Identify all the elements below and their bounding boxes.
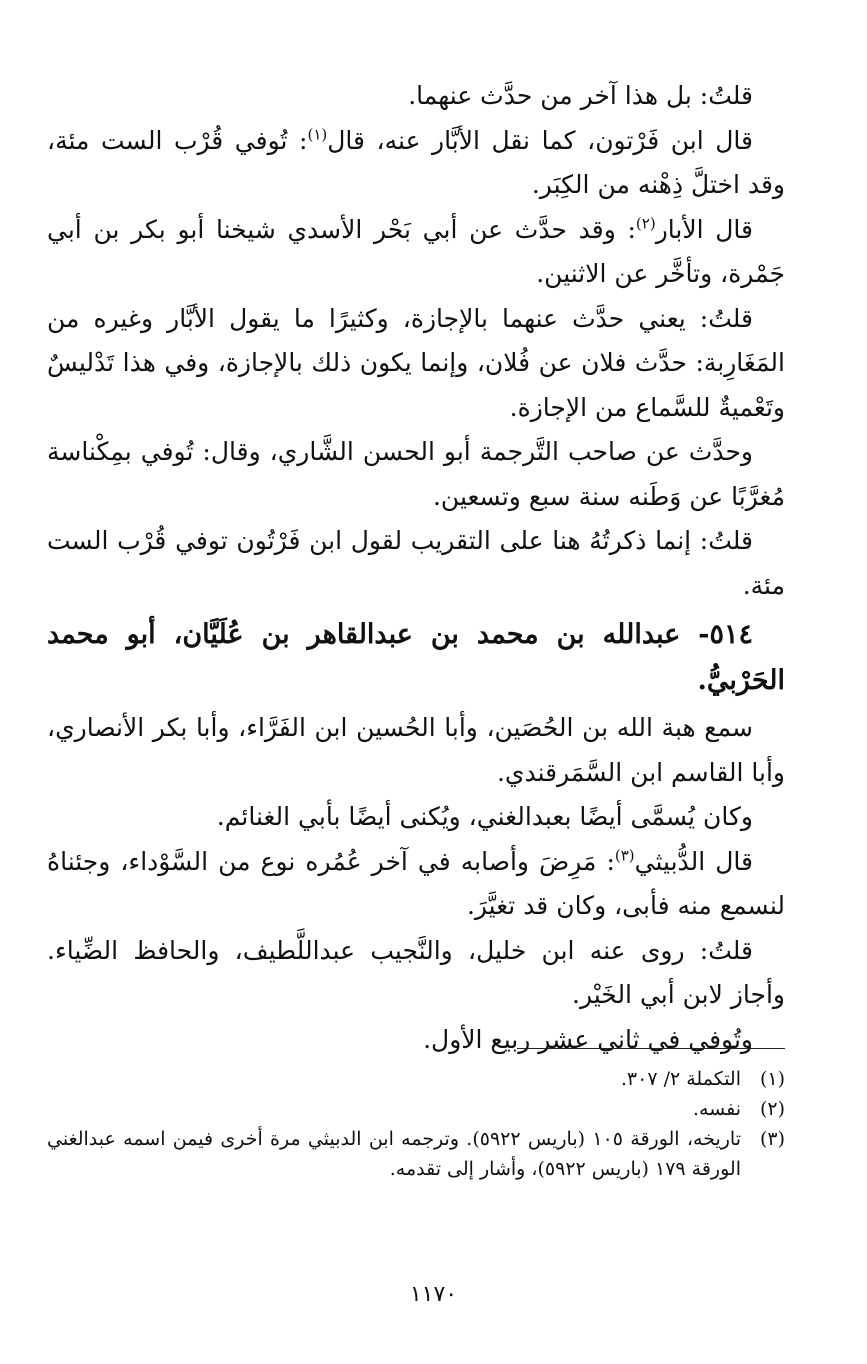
entry-title: عبدالله بن محمد بن عبدالقاهر بن عُلَيَّان، أبو محمد الحَرْبيُّ.: [47, 619, 785, 696]
footnote-mark: (٢): [759, 1098, 785, 1120]
paragraph-1: قلتُ: بل هذا آخر من حدَّث عنهما.: [408, 81, 753, 110]
footnote-2: [47, 1094, 785, 1124]
paragraph-11: وتُوفي في ثاني عشر ربيع الأول.: [423, 1024, 753, 1054]
footnote-text: نفسه.: [692, 1098, 741, 1120]
page-number: ١١٧٠: [409, 1282, 458, 1307]
footnote-1: [47, 1064, 785, 1094]
footnote-text: التكملة ٢/ ٣٠٧.: [620, 1068, 741, 1090]
footnotes: [47, 1064, 785, 1184]
footnote-divider: [517, 1048, 785, 1049]
footnote-3: [47, 1124, 785, 1184]
paragraph-5: وحدَّث عن صاحب التَّرجمة أبو الحسن الشَّاري، وقال: تُوفي بمِكْناسة مُغرَّبًا عن وَطَنه سنة سبع وتسعين.: [47, 437, 785, 511]
paragraph-7: سمع هبة الله بن الحُصَين، وأبا الحُسين ابن الفَرَّاء، وأبا بكر الأنصاري، وأبا القاسم ابن السَّمَرقندي.: [47, 713, 785, 787]
entry-heading: [47, 612, 785, 704]
entry-number: ٥١٤-: [698, 619, 753, 650]
footnote-ref-3: (٣): [614, 846, 635, 865]
paragraph-3: قال الأبار$^{(٢)}$: وقد حدَّث عن أبي بَحْر الأسدي شيخنا أبو بكر بن أبي جَمْرة، وتأخَّر عن الاثنين.: [47, 214, 785, 288]
paragraph-8: وكان يُسمَّى أيضًا بعبدالغني، ويُكنى أيضًا بأبي الغنائم.: [216, 802, 753, 831]
paragraph-6: قلتُ: إنما ذكرتُهُ هنا على التقريب لقول ابن فَرْتُون توفي قُرْب الست مئة.: [47, 526, 785, 600]
paragraph-9: قال الدُّبيثي$^{(٣)}$: مَرِضَ وأصابه في آخر عُمُره نوع من السَّوْداء، وجئناهُ لنسمع منه فأبى، وكان قد تغيَّرَ.: [47, 846, 785, 920]
footnote-text: تاريخه، الورقة ١٠٥ (باريس ٥٩٢٢). وترجمه ابن الدبيثي مرة أخرى فيمن اسمه عبدالغني الورقة ١٧٩ (باريس ٥٩٢٢)، وأشار إلى تقدمه.: [47, 1128, 741, 1180]
footnote-mark: (١): [759, 1068, 785, 1090]
main-text: [47, 74, 785, 1062]
paragraph-4: قلتُ: يعني حدَّث عنهما بالإجازة، وكثيرًا ما يقول الأبَّار وغيره من المَغَارِبة: حدَّث فلان عن فُلان، وإنما يكون ذلك بالإجازة، وفي هذا تَدْليسٌ وتَعْميةٌ للسَّماع من الإجازة.: [47, 303, 785, 422]
footnote-mark: (٣): [759, 1128, 785, 1150]
paragraph-2: قال ابن فَرْتون، كما نقل الأبَّار عنه، قال$^{(١)}$: تُوفي قُرْب الست مئة، وقد اختلَّ ذِهْنه من الكِبَر.: [47, 125, 785, 199]
paragraph-10: قلتُ: روى عنه ابن خليل، والنَّجيب عبداللَّطيف، والحافظ الضِّياء. وأجاز لابن أبي الخَيْر.: [47, 935, 785, 1009]
footnote-ref-1: (١): [307, 125, 328, 144]
footnote-ref-2: (٢): [635, 214, 656, 233]
